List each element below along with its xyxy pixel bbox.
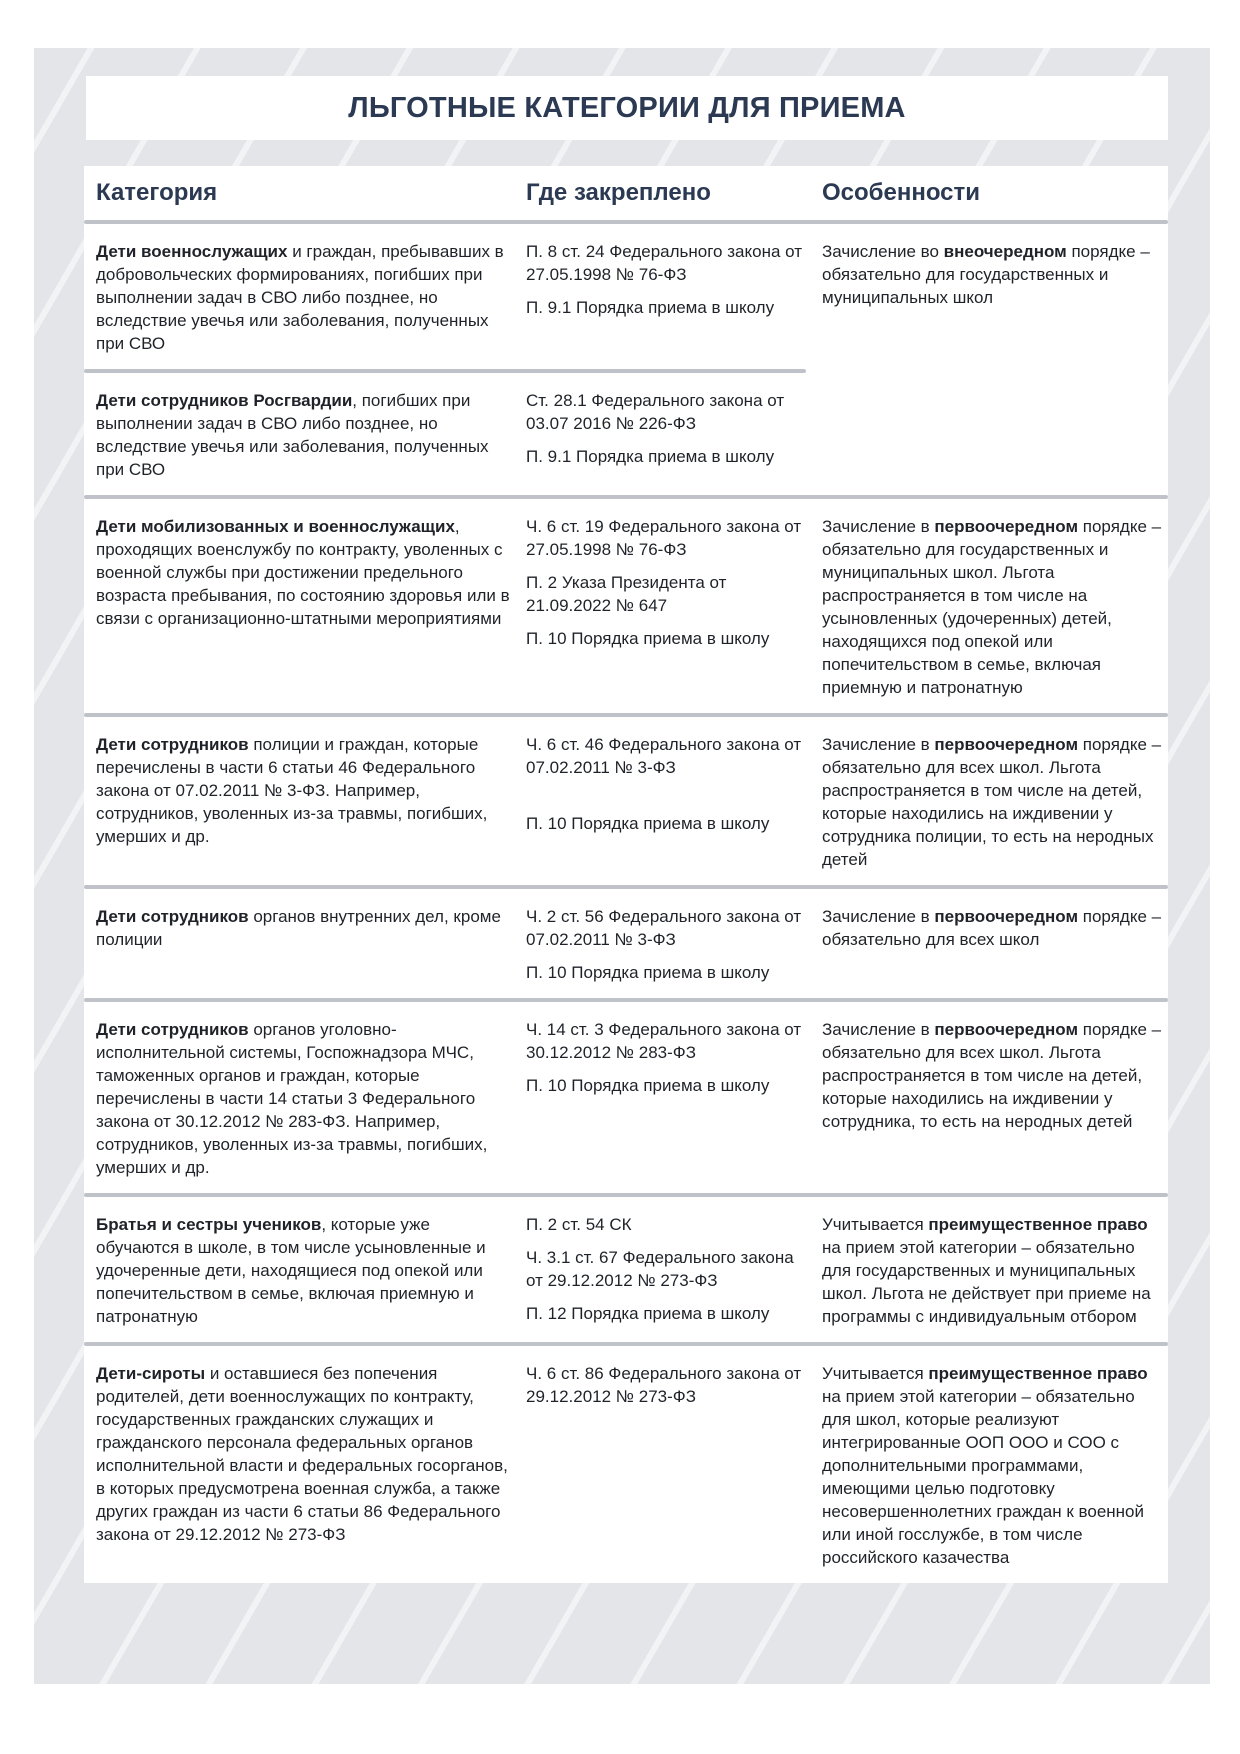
table-row	[84, 373, 1168, 495]
category-bold: Дети военнослужащих	[96, 242, 288, 261]
basis-line: Ч. 6 ст. 19 Федерального закона от 27.05.1998 № 76-ФЗ	[526, 517, 802, 559]
basis-line: П. 2 ст. 54 СК	[526, 1215, 632, 1234]
table-row	[84, 1002, 1168, 1193]
features-text: Учитывается	[822, 1364, 929, 1383]
basis-line: П. 8 ст. 24 Федерального закона от 27.05.1998 № 76-ФЗ	[526, 242, 803, 284]
basis-line: П. 10 Порядка приема в школу	[526, 629, 770, 648]
features-bold: первоочередном	[934, 517, 1079, 536]
features-cell	[812, 1002, 1168, 1193]
table-row	[84, 1346, 1168, 1583]
table-row	[84, 717, 1168, 885]
basis-line: П. 9.1 Порядка приема в школу	[526, 298, 775, 317]
basis-line: Ст. 28.1 Федерального закона от 03.07 2016 № 226-ФЗ	[526, 391, 785, 433]
basis-line: Ч. 3.1 ст. 67 Федерального закона от 29.12.2012 № 273-ФЗ	[526, 1248, 794, 1290]
basis-cell	[514, 1002, 812, 1193]
header-basis: Где закреплено	[526, 179, 711, 206]
table-row	[84, 1197, 1168, 1342]
category-text: органов внутренних дел, кроме полиции	[96, 907, 501, 949]
category-cell	[84, 1197, 514, 1342]
table-row	[84, 889, 1168, 998]
category-bold: Дети мобилизованных и военнослужащих	[96, 517, 455, 536]
features-text: Учитывается	[822, 1215, 929, 1234]
features-cell	[812, 1197, 1168, 1342]
category-bold: Дети-сироты	[96, 1364, 206, 1383]
features-bold: первоочередном	[934, 1020, 1079, 1039]
features-text: порядке – обязательно для всех школ	[822, 907, 1162, 949]
category-text: , которые уже обучаются в школе, в том числе усыновленные и удочеренные дети, находящиеся под опекой или попечительством в семье, включая приемную и патронатную	[96, 1215, 486, 1326]
basis-line: Ч. 2 ст. 56 Федерального закона от 07.02.2011 № 3-ФЗ	[526, 907, 802, 949]
category-bold: Дети сотрудников	[96, 907, 249, 926]
category-text: , погибших при выполнении задач в СВО либо позднее, но вследствие увечья или заболевания, полученных при СВО	[96, 391, 489, 479]
basis-line: Ч. 14 ст. 3 Федерального закона от 30.12.2012 № 283-ФЗ	[526, 1020, 802, 1062]
basis-cell	[514, 1197, 812, 1342]
features-bold: первоочередном	[934, 907, 1079, 926]
basis-line: П. 9.1 Порядка приема в школу	[526, 447, 775, 466]
category-cell	[84, 499, 514, 713]
features-text: Зачисление в	[822, 1020, 935, 1039]
features-text: порядке – обязательно для всех школ. Льгота распространяется в том числе на детей, которые находились на иждивении у сотрудника полиции, то есть на неродных детей	[822, 735, 1162, 869]
features-text: порядке – обязательно для государственных и муниципальных школ	[822, 242, 1150, 307]
basis-cell	[514, 224, 812, 369]
category-cell	[84, 889, 514, 998]
basis-line: П. 10 Порядка приема в школу	[526, 963, 770, 982]
basis-line: П. 2 Указа Президента от 21.09.2022 № 647	[526, 573, 727, 615]
table-row	[84, 224, 1168, 369]
features-cell-empty	[812, 373, 1168, 495]
basis-line: П. 12 Порядка приема в школу	[526, 1304, 770, 1323]
features-text: порядке – обязательно для государственных и муниципальных школ. Льгота распространяется в том числе на усыновленных (удочеренных) детей, находящихся под опекой или попечительством в семье, включая приемную и патронатную	[822, 517, 1162, 697]
header-category: Категория	[96, 179, 218, 206]
features-cell	[812, 717, 1168, 885]
category-cell	[84, 373, 514, 495]
page-title: ЛЬГОТНЫЕ КАТЕГОРИИ ДЛЯ ПРИЕМА	[348, 91, 906, 124]
category-cell	[84, 1346, 514, 1583]
category-bold: Братья и сестры учеников	[96, 1215, 322, 1234]
category-bold: Дети сотрудников	[96, 735, 249, 754]
features-bold: внеочередном	[943, 242, 1067, 261]
basis-cell	[514, 889, 812, 998]
features-text: Зачисление во	[822, 242, 944, 261]
features-text: Зачисление в	[822, 907, 935, 926]
category-cell	[84, 717, 514, 885]
category-text: полиции и граждан, которые перечислены в части 6 статьи 46 Федерального закона от 07.02.2011 № 3-ФЗ. Например, сотрудников, уволенных из-за травмы, погибших, умерших и др.	[96, 735, 488, 846]
features-cell	[812, 1346, 1168, 1583]
basis-line: П. 10 Порядка приема в школу	[526, 814, 770, 833]
table-header	[84, 166, 1168, 220]
basis-cell	[514, 499, 812, 713]
features-cell	[812, 889, 1168, 998]
table-row	[84, 499, 1168, 713]
features-text: на прием этой категории – обязательно для школ, которые реализуют интегрированные ООП ООО и СОО с дополнительными программами, имеющими целью подготовку несовершеннолетних граждан к военной или иной госслужбе, в том числе российского казачества	[822, 1387, 1144, 1567]
benefits-table	[84, 166, 1168, 1583]
title-panel	[86, 76, 1168, 140]
category-text: и оставшиеся без попечения родителей, дети военнослужащих по контракту, государственных гражданских служащих и гражданского персонала федеральных органов исполнительной власти и федеральных госорганов, в которых предусмотрена военная служба, а также других граждан из части 6 статьи 86 Федерального закона от 29.12.2012 № 273-ФЗ	[96, 1364, 508, 1544]
header-features: Особенности	[822, 179, 981, 206]
features-bold: преимущественное право	[928, 1215, 1148, 1234]
category-text: , проходящих военслужбу по контракту, уволенных с военной службы при достижении предельного возраста пребывания, по состоянию здоровья или в связи с организационно-штатными мероприятиями	[96, 517, 510, 628]
features-cell	[812, 499, 1168, 713]
features-cell	[812, 224, 1168, 369]
basis-line: Ч. 6 ст. 86 Федерального закона от 29.12.2012 № 273-ФЗ	[526, 1364, 802, 1406]
features-bold: преимущественное право	[928, 1364, 1148, 1383]
basis-cell	[514, 717, 812, 885]
category-text: и граждан, пребывавших в добровольческих формированиях, погибших при выполнении задач в СВО либо позднее, но вследствие увечья или заболевания, полученных при СВО	[96, 242, 504, 353]
category-cell	[84, 1002, 514, 1193]
features-text: порядке – обязательно для всех школ. Льгота распространяется в том числе на детей, которые находились на иждивении у сотрудника, то есть на неродных детей	[822, 1020, 1162, 1131]
basis-cell	[514, 1346, 812, 1583]
features-text: на прием этой категории – обязательно для государственных и муниципальных школ. Льгота не действует при приеме на программы с индивидуальным отбором	[822, 1238, 1151, 1326]
category-cell	[84, 224, 514, 369]
category-bold: Дети сотрудников Росгвардии	[96, 391, 353, 410]
features-bold: первоочередном	[934, 735, 1079, 754]
category-bold: Дети сотрудников	[96, 1020, 249, 1039]
features-text: Зачисление в	[822, 517, 935, 536]
basis-line: Ч. 6 ст. 46 Федерального закона от 07.02.2011 № 3-ФЗ	[526, 735, 802, 777]
features-text: Зачисление в	[822, 735, 935, 754]
category-text: органов уголовно-исполнительной системы, Госпожнадзора МЧС, таможенных органов и граждан, которые перечислены в части 14 статьи 3 Федерального закона от 30.12.2012 № 283-ФЗ. Например, сотрудников, уволенных из-за травмы, погибших, умерших и др.	[96, 1020, 488, 1177]
basis-line: П. 10 Порядка приема в школу	[526, 1076, 770, 1095]
basis-cell	[514, 373, 812, 495]
